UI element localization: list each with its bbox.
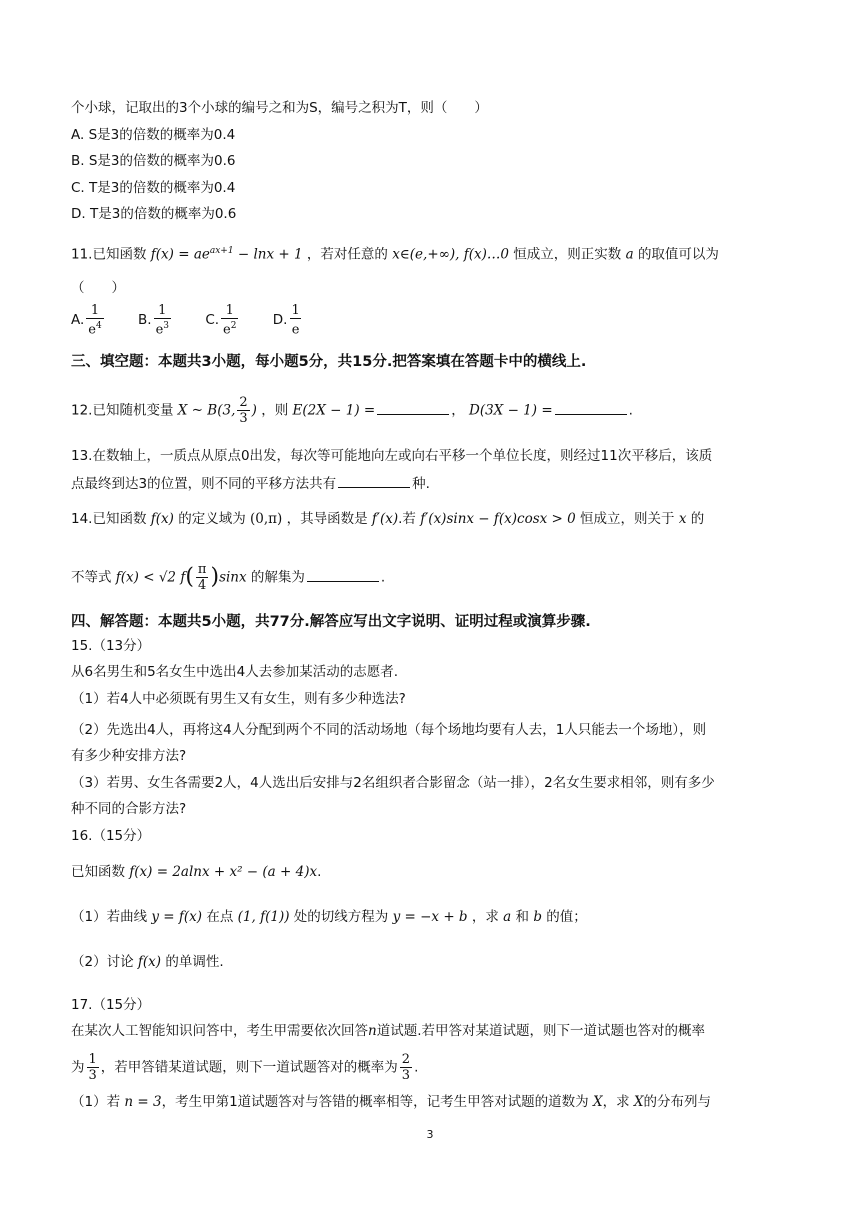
q11-option-c	[205, 303, 240, 337]
q11-mid: ，若对任意的	[306, 246, 388, 263]
option-fraction	[221, 303, 238, 337]
q15-part-3a: （3）若男、女生各需要2人，4人选出后安排与2名组织者合影留念（站一排），2名女生要求相邻，则有多少	[71, 775, 715, 791]
q14-right-paren: )	[210, 564, 220, 590]
q17-fraction-2	[400, 1052, 412, 1083]
q14-line-1	[71, 510, 704, 528]
fraction-denominator	[221, 318, 238, 337]
q16-head: 16.（15分）	[71, 828, 151, 844]
denominator-power: 2	[230, 321, 237, 331]
q14-inequality-2: f(x) < √2 f	[115, 569, 186, 586]
q11-func-rest: − lnx + 1	[233, 246, 303, 263]
q12-variance: D(3X − 1) =	[469, 402, 553, 419]
q15-part-1: （1）若4人中必须既有男生又有女生，则有多少种选法?	[71, 691, 406, 707]
q11-paren: （ ）	[71, 280, 125, 296]
q17-condition: n = 3	[124, 1094, 162, 1110]
q14-prefix: 14.已知函数	[71, 511, 147, 527]
q16-p1-end: 的值；	[546, 909, 587, 925]
q14-x: x	[678, 511, 687, 527]
q16-tangent-line: y = −x + b	[392, 909, 468, 925]
fraction-numerator: 1	[88, 1052, 97, 1067]
q11-stem	[71, 242, 719, 264]
q14-line2-pre: 不等式	[71, 569, 112, 586]
q14-line2-end: .	[380, 569, 386, 586]
q16-p2-function: f(x)	[137, 954, 162, 970]
q13-line-2	[71, 473, 430, 493]
q14-left-paren: (	[185, 564, 194, 590]
option-fraction	[289, 303, 301, 337]
fraction-numerator: 1	[90, 303, 100, 318]
q17-line1-pre: 在某次人工智能知识问答中，考生甲需要依次回答	[71, 1023, 368, 1039]
option-label: C.	[205, 312, 220, 329]
denominator-base: e	[155, 322, 164, 338]
fraction-numerator: 2	[401, 1052, 411, 1067]
q11-tail: 的取值可以为	[637, 246, 719, 263]
q11-prefix: 11.已知函数	[71, 246, 147, 263]
fraction-denominator	[154, 318, 171, 337]
q12-blank-2	[555, 400, 627, 415]
q17-line-1	[71, 1022, 705, 1040]
q17-X-2: X	[633, 1094, 644, 1110]
q15-head: 15.（13分）	[71, 638, 151, 654]
fraction-denominator: 4	[198, 578, 207, 593]
q14-inequality: f′(x)sinx − f(x)cosx > 0	[420, 511, 576, 527]
q14-blank	[307, 567, 379, 582]
q12-fraction	[237, 395, 249, 426]
q12-blank-1	[377, 400, 449, 415]
q10-stem: 个小球，记取出的3个小球的编号之和为S，编号之积为T，则（ ）	[71, 100, 488, 116]
q14-derivative: f′(x)	[371, 511, 399, 527]
q17-p1-mid2: ，求	[602, 1094, 630, 1110]
q17-line1-post: 道试题.若甲答对某道试题，则下一道试题也答对的概率	[376, 1023, 705, 1039]
q17-n: n	[368, 1023, 377, 1039]
q10-option-c: C. T是3的倍数的概率为0.4	[71, 180, 236, 196]
q16-curve: y = f(x)	[151, 909, 203, 925]
q11-exp: ax+1	[209, 246, 234, 256]
q16-p1-pre: （1）若曲线	[71, 909, 148, 925]
fraction-numerator: 1	[225, 303, 234, 318]
q12-comma: ，	[451, 402, 465, 419]
denominator-power: 3	[163, 321, 170, 331]
q15-part-3b: 种不同的合影方法?	[71, 801, 187, 817]
section-4-heading: 四、解答题：本题共5小题，共77分.解答应写出文字说明、证明过程或演算步骤.	[71, 614, 591, 630]
q14-mid2: ，其导函数是	[286, 511, 368, 527]
q17-fraction-1	[87, 1052, 99, 1083]
fraction-denominator	[86, 318, 103, 337]
q14-post: 恒成立，则关于	[580, 511, 675, 527]
q11-option-b	[138, 303, 173, 337]
q11-cond: x∈(e,+∞), f(x)…0	[392, 246, 509, 263]
section-3-heading: 三、填空题：本题共3小题，每小题5分，共15分.把答案填在答题卡中的横线上.	[71, 354, 587, 370]
q14-mid: 的定义域为	[178, 511, 246, 527]
q17-line2-mid: ，若甲答错某道试题，则下一道试题答对的概率为	[100, 1059, 398, 1076]
q14-fraction	[196, 562, 209, 593]
q12-expectation: E(2X − 1) =	[292, 402, 376, 419]
q10-option-d: D. T是3的倍数的概率为0.6	[71, 206, 237, 222]
q14-sinx: sinx	[219, 569, 247, 586]
fraction-denominator: 3	[239, 411, 248, 426]
denominator-base: e	[223, 322, 231, 338]
q13-line2-post: 种.	[412, 476, 430, 492]
q13-line-1: 13.在数轴上，一质点从原点0出发，每次等可能地向左或向右平移一个单位长度，则经过11次平移后，该质	[71, 448, 713, 464]
option-fraction	[86, 303, 103, 337]
q15-stem: 从6名男生和5名女生中选出4人去参加某活动的志愿者.	[71, 664, 399, 680]
q17-line2-pre: 为	[71, 1059, 85, 1076]
q11-func: f(x) = ae	[150, 246, 210, 263]
q17-X: X	[592, 1094, 603, 1110]
fraction-denominator: 3	[401, 1068, 411, 1083]
q13-line2-pre: 点最终到达3的位置，则不同的平移方法共有	[71, 476, 337, 492]
q12-dist-close: )	[251, 402, 257, 419]
q11-option-d	[273, 303, 304, 337]
page-number: 3	[426, 1128, 434, 1141]
q16-p1-mid: 在点	[206, 909, 234, 925]
q17-line2-end: .	[414, 1059, 419, 1076]
q14-mid3: .若	[398, 511, 416, 527]
denominator-base: e	[291, 322, 300, 338]
q13-blank	[338, 473, 410, 488]
fraction-numerator: π	[197, 562, 207, 577]
q16-p2-end: 的单调性.	[165, 954, 224, 970]
q16-p1-mid2: 处的切线方程为	[293, 909, 389, 925]
q11-suffix: 恒成立，则正实数	[513, 246, 622, 263]
q17-p1-mid: ，考生甲第1道试题答对与答错的概率相等，记考生甲答对试题的道数为	[161, 1094, 589, 1110]
q17-head: 17.（15分）	[71, 997, 151, 1013]
fraction-denominator	[290, 318, 302, 337]
fraction-numerator: 2	[239, 395, 248, 410]
q14-line-2	[71, 562, 385, 593]
q11-var: a	[625, 246, 634, 263]
q16-stem	[71, 863, 321, 881]
q17-part-1	[71, 1093, 711, 1111]
q15-part-2b: 有多少种安排方法?	[71, 748, 187, 764]
q16-and: 和	[515, 909, 530, 925]
denominator-base: e	[88, 322, 96, 338]
q16-b: b	[533, 909, 542, 925]
q16-stem-end: .	[317, 864, 322, 880]
q16-stem-pre: 已知函数	[71, 864, 125, 880]
option-label: D.	[272, 312, 288, 329]
q16-function: f(x) = 2alnx + x² − (a + 4)x	[129, 864, 318, 880]
q17-p1-pre: （1）若	[71, 1094, 121, 1110]
q12-stem	[71, 395, 633, 426]
q14-fx: f(x)	[150, 511, 174, 527]
q14-line1-end: 的	[690, 511, 705, 527]
q12-mid: ，则	[261, 402, 289, 419]
q11-options	[71, 303, 332, 337]
q12-prefix: 12.已知随机变量	[71, 402, 174, 419]
q14-line2-mid: 的解集为	[250, 569, 305, 586]
fraction-denominator: 3	[88, 1068, 97, 1083]
q16-p1-mid3: ，求	[471, 909, 499, 925]
option-fraction	[154, 303, 171, 337]
q16-part-1	[71, 908, 587, 926]
q10-option-a: A. S是3的倍数的概率为0.4	[71, 127, 236, 143]
q17-line-2	[71, 1052, 418, 1083]
q10-option-b: B. S是3的倍数的概率为0.6	[71, 153, 236, 169]
q16-part-2	[71, 953, 224, 971]
q14-domain: (0,π)	[250, 511, 283, 527]
q12-end: .	[628, 402, 633, 419]
option-label: A.	[71, 312, 85, 329]
q11-option-a	[71, 303, 106, 337]
q16-point: (1, f(1))	[237, 909, 290, 925]
denominator-power: 4	[96, 321, 102, 331]
q16-p2-pre: （2）讨论	[71, 954, 134, 970]
q17-p1-end: 的分布列与	[643, 1094, 712, 1110]
q16-a: a	[503, 909, 512, 925]
option-label: B.	[138, 312, 152, 329]
fraction-numerator: 1	[158, 303, 167, 318]
q12-dist: X ~ B(3,	[177, 402, 236, 419]
fraction-numerator: 1	[291, 303, 300, 318]
q15-part-2a: （2）先选出4人，再将这4人分配到两个不同的活动场地（每个场地均要有人去，1人只能去一个场地），则	[71, 722, 707, 738]
